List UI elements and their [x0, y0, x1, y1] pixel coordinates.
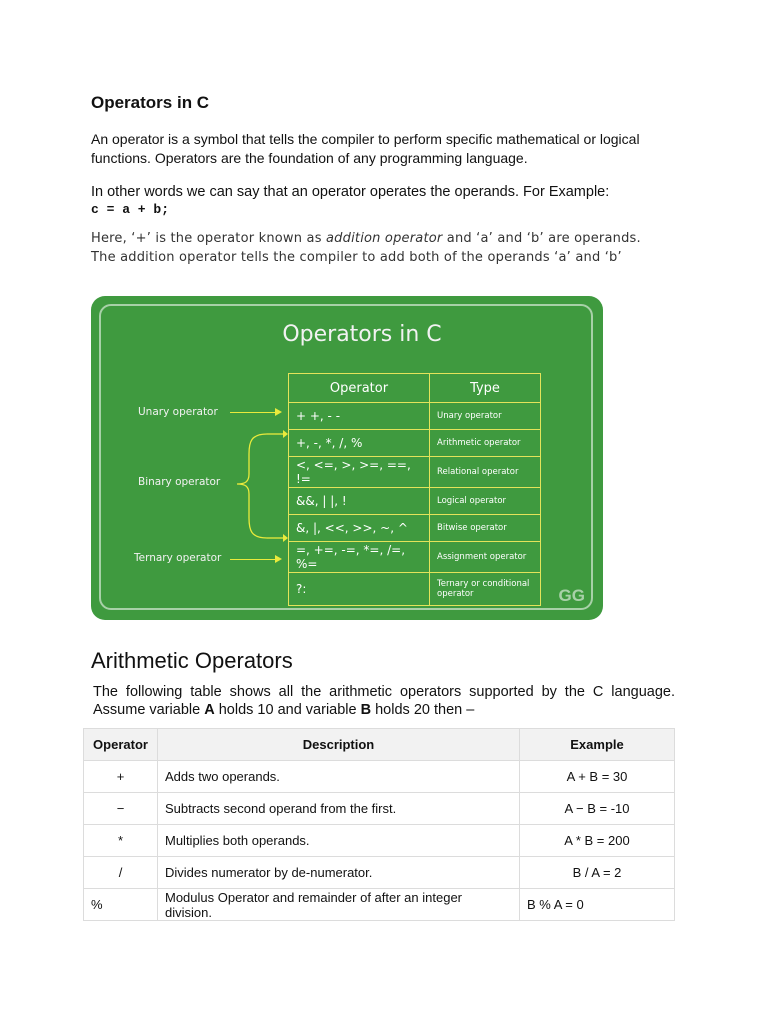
operators-table: [288, 373, 541, 606]
table-row: [289, 403, 541, 430]
operator-cell: /: [84, 857, 158, 889]
operator-cell: *: [84, 825, 158, 857]
table-row: [289, 542, 541, 573]
operator-cell: &, |, <<, >>, ~, ^: [289, 515, 430, 542]
unary-label: Unary operator: [138, 406, 218, 418]
table-row: [84, 825, 675, 857]
table-row: [84, 889, 675, 921]
code-example: c = a + b;: [91, 202, 170, 217]
type-cell: Ternary or conditional operator: [430, 573, 541, 606]
binary-brace-icon: [229, 428, 289, 544]
table-row: [289, 515, 541, 542]
operator-cell: +: [84, 761, 158, 793]
type-cell: Arithmetic operator: [430, 430, 541, 457]
description-cell: Adds two operands.: [158, 761, 520, 793]
col-type: Type: [430, 374, 541, 403]
type-cell: Logical operator: [430, 488, 541, 515]
col-example: Example: [520, 729, 675, 761]
table-row: [289, 573, 541, 606]
table-header: [84, 729, 675, 761]
operator-cell: <, <=, >, >=, ==, !=: [289, 457, 430, 488]
ternary-label: Ternary operator: [134, 552, 222, 564]
section-intro: The following table shows all the arithmetic operators supported by the C language. Assume variable A holds 10 and variable B holds 20 then –: [93, 684, 675, 718]
description-cell: Subtracts second operand from the first.: [158, 793, 520, 825]
ternary-arrow-icon: [230, 559, 280, 560]
operator-cell: =, +=, -=, *=, /=, %=: [289, 542, 430, 573]
table-row: [84, 793, 675, 825]
col-operator: Operator: [289, 374, 430, 403]
type-cell: Assignment operator: [430, 542, 541, 573]
type-cell: Relational operator: [430, 457, 541, 488]
type-cell: Bitwise operator: [430, 515, 541, 542]
example-cell: A + B = 30: [520, 761, 675, 793]
description-cell: Modulus Operator and remainder of after an integer division.: [158, 889, 520, 921]
operator-cell: %: [84, 889, 158, 921]
example-paragraph: In other words we can say that an operator operates the operands. For Example:: [91, 184, 610, 200]
table-row: [289, 488, 541, 515]
description-cell: Divides numerator by de-numerator.: [158, 857, 520, 889]
table-row: [84, 857, 675, 889]
unary-arrow-icon: [230, 412, 280, 413]
example-cell: A − B = -10: [520, 793, 675, 825]
page-title: Operators in C: [91, 93, 210, 112]
col-description: Description: [158, 729, 520, 761]
brand-logo: GG: [558, 586, 585, 605]
binary-label: Binary operator: [138, 476, 221, 488]
table-header: [289, 374, 541, 403]
example-cell: B % A = 0: [520, 889, 675, 921]
table-row: [289, 430, 541, 457]
explanation-paragraph: Here, ‘+’ is the operator known as addition operator and ‘a’ and ‘b’ are operands. The addition operator tells the compiler to add both of the operands ‘a’ and ‘b’: [91, 231, 641, 265]
col-operator: Operator: [84, 729, 158, 761]
operator-cell: +, -, *, /, %: [289, 430, 430, 457]
figure-title: Operators in C: [282, 322, 442, 347]
operator-cell: −: [84, 793, 158, 825]
operator-cell: &&, | |, !: [289, 488, 430, 515]
description-cell: Multiplies both operands.: [158, 825, 520, 857]
type-cell: Unary operator: [430, 403, 541, 430]
operators-figure: [91, 296, 603, 620]
operator-cell: ?:: [289, 573, 430, 606]
table-row: [84, 761, 675, 793]
operator-cell: + +, - -: [289, 403, 430, 430]
arithmetic-table: [83, 728, 675, 921]
example-cell: B / A = 2: [520, 857, 675, 889]
example-cell: A * B = 200: [520, 825, 675, 857]
section-title: Arithmetic Operators: [91, 648, 293, 673]
table-row: [289, 457, 541, 488]
intro-paragraph: An operator is a symbol that tells the compiler to perform specific mathematical or logical functions. Operators are the foundation of any programming language.: [91, 131, 640, 166]
